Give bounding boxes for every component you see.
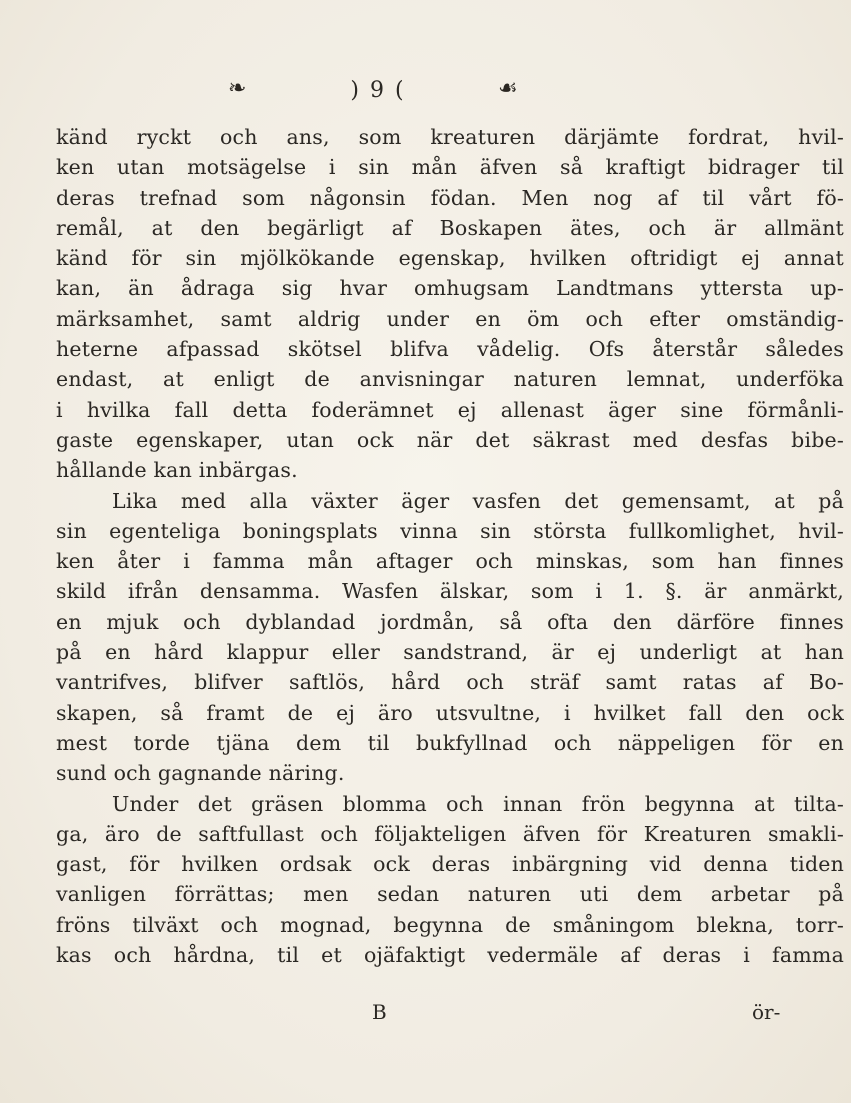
signature-mark: B bbox=[372, 1000, 387, 1024]
text-line: känd ryckt och ans, som kreaturen därjämte fordrat, hvil- bbox=[56, 125, 844, 149]
paragraph-1 bbox=[56, 122, 844, 486]
text-line: känd för sin mjölkökande egenskap, hvilken oftridigt ej annat bbox=[56, 246, 844, 271]
text-line: kan, än ådraga sig hvar omhugsam Landtmans yttersta up- bbox=[56, 276, 844, 301]
body-text bbox=[56, 122, 844, 970]
text-line: deras trefnad som någonsin födan. Men nog af til vårt fö- bbox=[56, 185, 844, 210]
page-footer bbox=[56, 1000, 844, 1030]
text-line: sund och gagnande näring. bbox=[56, 761, 345, 786]
text-line: heterne afpassad skötsel blifva vådelig. Ofs återstår således bbox=[56, 337, 844, 362]
paragraph-2 bbox=[56, 486, 844, 789]
text-line: vanligen förrättas; men sedan naturen uti dem arbetar på bbox=[56, 882, 844, 907]
text-line: märksamhet, samt aldrig under en öm och efter omständig- bbox=[56, 306, 844, 331]
text-line: vantrifves, blifver saftlös, hård och sträf samt ratas af Bo- bbox=[56, 670, 844, 695]
page-header bbox=[0, 72, 851, 112]
text-line: skapen, så framt de ej äro utsvultne, i hvilket fall den ock bbox=[56, 700, 844, 725]
text-line: Lika med alla växter äger vasfen det gemensamt, at på bbox=[112, 488, 844, 513]
text-line: hållande kan inbärgas. bbox=[56, 458, 298, 483]
text-line: Under det gräsen blomma och innan frön begynna at tilta- bbox=[112, 791, 844, 816]
text-line: ken utan motsägelse i sin mån äfven så kraftigt bidrager til bbox=[56, 155, 844, 180]
text-line: ga, äro de saftfullast och följakteligen äfven för Kreaturen smakli- bbox=[56, 821, 844, 846]
page-number: ) 9 ( bbox=[350, 78, 406, 103]
right-ornament-icon: ☙ bbox=[498, 76, 518, 101]
text-line: mest torde tjäna dem til bukfyllnad och näppeligen för en bbox=[56, 730, 844, 755]
text-line: gast, för hvilken ordsak ock deras inbärgning vid denna tiden bbox=[56, 852, 844, 877]
paragraph-3 bbox=[56, 789, 844, 971]
catchword: ör- bbox=[752, 1000, 781, 1024]
text-line: i hvilka fall detta foderämnet ej allenast äger sine förmånli- bbox=[56, 397, 844, 422]
text-line: kas och hårdna, til et ojäfaktigt vedermäle af deras i famma bbox=[56, 943, 844, 968]
text-line: skild ifrån densamma. Wasfen älskar, som i 1. §. är anmärkt, bbox=[56, 579, 844, 604]
text-line: endast, at enligt de anvisningar naturen lemnat, underföka bbox=[56, 367, 844, 392]
text-line: remål, at den begärligt af Boskapen ätes, och är allmänt bbox=[56, 215, 844, 240]
text-line: på en hård klappur eller sandstrand, är ej underligt at han bbox=[56, 640, 844, 665]
text-line: gaste egenskaper, utan ock när det säkrast med desfas bibe- bbox=[56, 427, 844, 452]
left-ornament-icon: ❧ bbox=[228, 76, 247, 101]
text-line: en mjuk och dyblandad jordmån, så ofta den därföre finnes bbox=[56, 609, 844, 634]
text-line: ken åter i famma mån aftager och minskas, som han finnes bbox=[56, 549, 844, 574]
text-line: fröns tilväxt och mognad, begynna de småningom blekna, torr- bbox=[56, 912, 844, 937]
text-line: sin egenteliga boningsplats vinna sin största fullkomlighet, hvil- bbox=[56, 518, 844, 543]
